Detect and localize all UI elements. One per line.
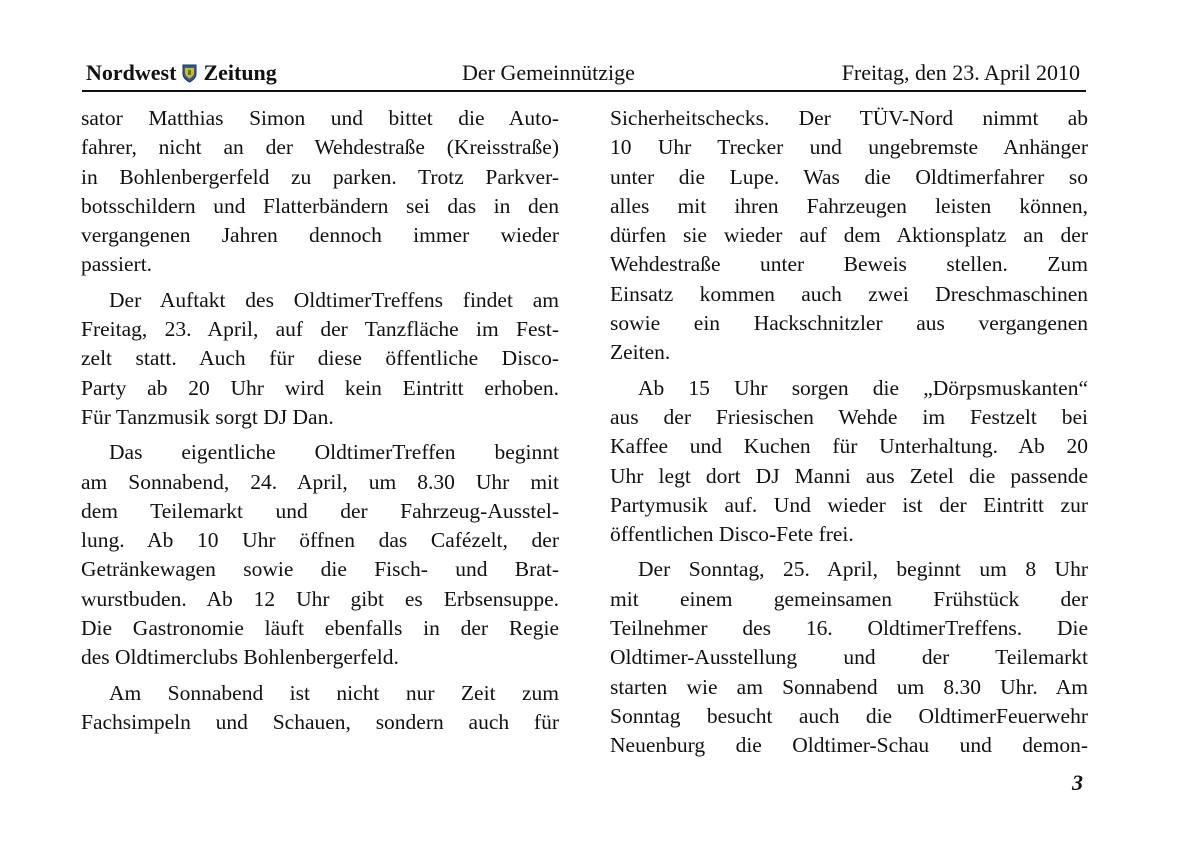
text-line: wurstbuden. Ab 12 Uhr gibt es Erbsensuppe. <box>81 586 559 611</box>
text-line: Der Auftakt des OldtimerTreffens findet am <box>109 287 559 312</box>
text-line: Party ab 20 Uhr wird kein Eintritt erhoben. <box>81 375 559 400</box>
text-line: Sonntag besucht auch die OldtimerFeuerwehr <box>610 703 1088 728</box>
text-line: Freitag, 23. April, auf der Tanzfläche im Fest- <box>81 317 559 342</box>
text-line: Das eigentliche OldtimerTreffen beginnt <box>109 440 559 465</box>
text-line: passiert. <box>81 252 153 277</box>
text-line: zelt statt. Auch für diese öffentliche Disco- <box>81 346 559 371</box>
text-line: Zeiten. <box>610 340 671 365</box>
text-line: Einsatz kommen auch zwei Dreschmaschinen <box>610 281 1088 306</box>
text-line: Teilnehmer des 16. OldtimerTreffens. Die <box>610 616 1088 641</box>
brand-name-left: Nordwest <box>86 60 177 85</box>
text-line: Sicherheitschecks. Der TÜV-Nord nimmt ab <box>610 106 1088 130</box>
text-line: in Bohlenbergerfeld zu parken. Trotz Parkver- <box>81 164 559 189</box>
newspaper-brand <box>86 60 277 86</box>
text-line: dem Teilemarkt und der Fahrzeug-Ausstel- <box>81 498 559 523</box>
text-line: alles mit ihren Fahrzeugen leisten können, <box>610 193 1088 218</box>
page-number: 3 <box>1072 770 1083 795</box>
text-line: Die Gastronomie läuft ebenfalls in der Regie <box>81 616 559 641</box>
text-line: Am Sonnabend ist nicht nur Zeit zum <box>109 680 559 705</box>
text-line: des Oldtimerclubs Bohlenbergerfeld. <box>81 645 399 670</box>
text-line: Partymusik auf. Und wieder ist der Eintritt zur <box>610 492 1088 517</box>
text-line: Fachsimpeln und Schauen, sondern auch für <box>81 709 559 734</box>
text-line: unter die Lupe. Was die Oldtimerfahrer so <box>610 164 1088 189</box>
text-line: öffentlichen Disco-Fete frei. <box>610 522 854 547</box>
text-line: Getränkewagen sowie die Fisch- und Brat- <box>81 557 559 582</box>
publication-date: Freitag, den 23. April 2010 <box>841 60 1080 85</box>
text-line: Uhr legt dort DJ Manni aus Zetel die passende <box>610 463 1088 488</box>
text-line: 10 Uhr Trecker und ungebremste Anhänger <box>610 135 1088 160</box>
text-line: Wehdestraße unter Beweis stellen. Zum <box>610 252 1088 277</box>
page-header <box>82 56 1086 92</box>
brand-name-right: Zeitung <box>203 60 277 85</box>
text-line: Ab 15 Uhr sorgen die „Dörpsmuskanten“ <box>638 375 1088 400</box>
text-line: Der Sonntag, 25. April, beginnt um 8 Uhr <box>638 557 1088 582</box>
coat-of-arms-icon <box>182 64 197 83</box>
text-line: starten wie am Sonnabend um 8.30 Uhr. Am <box>610 674 1088 699</box>
text-line: Neuenburg die Oldtimer-Schau und demon- <box>610 733 1088 758</box>
text-line: am Sonnabend, 24. April, um 8.30 Uhr mit <box>81 469 559 494</box>
text-line: sowie ein Hackschnitzler aus vergangenen <box>610 311 1088 336</box>
text-line: Für Tanzmusik sorgt DJ Dan. <box>81 404 334 429</box>
text-line: lung. Ab 10 Uhr öffnen das Cafézelt, der <box>81 528 559 553</box>
text-line: fahrer, nicht an der Wehdestraße (Kreisstraße) <box>81 135 559 160</box>
text-line: vergangenen Jahren dennoch immer wieder <box>81 223 559 248</box>
left-column <box>81 104 559 737</box>
text-line: dürfen sie wieder auf dem Aktionsplatz an der <box>610 223 1088 248</box>
text-line: aus der Friesischen Wehde im Festzelt bei <box>610 404 1088 429</box>
text-line: mit einem gemeinsamen Frühstück der <box>610 586 1088 611</box>
text-line: Oldtimer-Ausstellung und der Teilemarkt <box>610 645 1088 670</box>
text-line: botsschildern und Flatterbändern sei das in den <box>81 193 559 218</box>
right-column <box>610 104 1088 761</box>
text-line: sator Matthias Simon und bittet die Auto- <box>81 106 559 130</box>
text-line: Kaffee und Kuchen für Unterhaltung. Ab 20 <box>610 434 1088 459</box>
publication-title: Der Gemeinnützige <box>462 60 635 85</box>
